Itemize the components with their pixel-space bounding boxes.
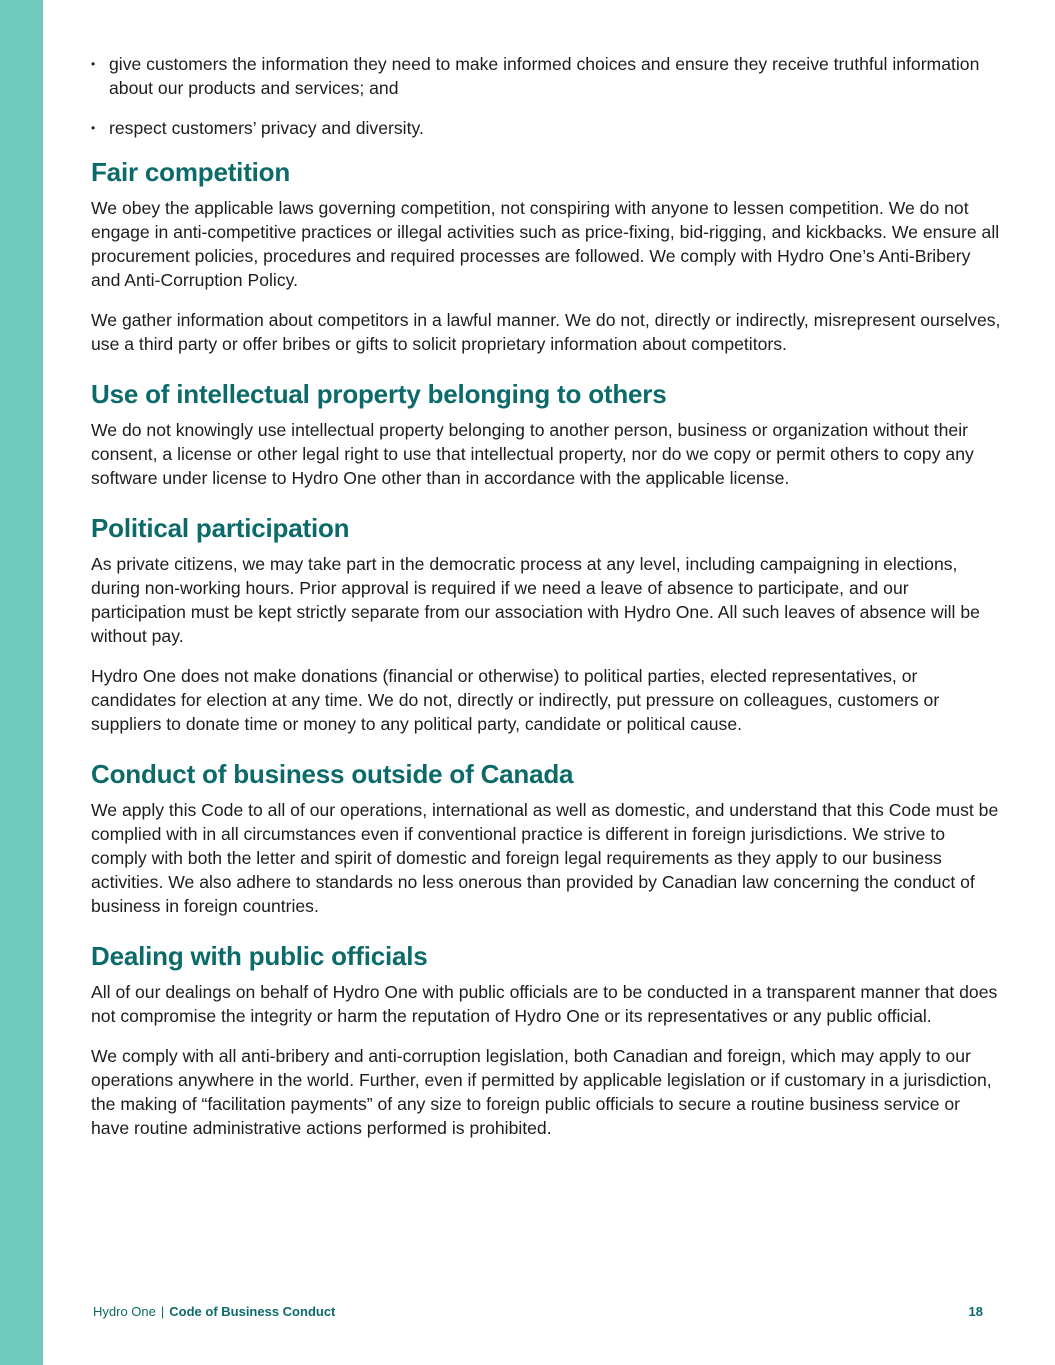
- side-accent-bar: [0, 0, 43, 1365]
- page-footer: [93, 1303, 983, 1321]
- bullet-icon: •: [91, 57, 96, 71]
- paragraph: We apply this Code to all of our operations, international as well as domestic, and understand that this Code must be complied with in all circumstances even if conventional practice is different in foreign jurisdictions. We strive to comply with both the letter and spirit of domestic and foreign legal requirements as they apply to our business activities. We also adhere to standards no less onerous than provided by Canadian law concerning the conduct of business in foreign countries.: [91, 800, 999, 916]
- footer-separator: |: [160, 1304, 165, 1319]
- paragraph: Hydro One does not make donations (financial or otherwise) to political parties, elected representatives, or candidates for election at any time. We do not, directly or indirectly, put pressure on colleagues, customers or suppliers to donate time or money to any political party, candidate or political cause.: [91, 666, 940, 734]
- paragraph: All of our dealings on behalf of Hydro One with public officials are to be conducted in a transparent manner that does not compromise the integrity or harm the reputation of Hydro One or its representatives or any public official.: [91, 982, 998, 1026]
- footer-brand: Hydro One: [93, 1304, 156, 1319]
- list-item: • give customers the information they need to make informed choices and ensure they receive truthful information about our products and services; and: [91, 54, 980, 98]
- section-heading: Use of intellectual property belonging to others: [91, 379, 667, 409]
- page-number: 18: [968, 1304, 983, 1319]
- section-heading: Conduct of business outside of Canada: [91, 759, 574, 789]
- section-intellectual-property: [91, 378, 1001, 490]
- section-outside-canada: [91, 758, 1001, 918]
- paragraph: We obey the applicable laws governing competition, not conspiring with anyone to lessen competition. We do not engage in anti-competitive practices or illegal activities such as price-fixing, bid-rigging, and kickbacks. We ensure all procurement policies, procedures and required processes are followed. We comply with Hydro One’s Anti-Bribery and Anti-Corruption Policy.: [91, 198, 1000, 290]
- list-item: • respect customers’ privacy and diversity.: [91, 118, 424, 138]
- section-heading: Fair competition: [91, 157, 291, 187]
- paragraph: We gather information about competitors in a lawful manner. We do not, directly or indirectly, misrepresent ourselves, use a third party or offer bribes or gifts to solicit proprietary information about competitors.: [91, 310, 1001, 354]
- section-fair-competition: [91, 156, 1001, 356]
- bullet-icon: •: [91, 121, 96, 135]
- paragraph: We comply with all anti-bribery and anti-corruption legislation, both Canadian and foreign, which may apply to our operations anywhere in the world. Further, even if permitted by applicable legislation or if customary in a jurisdiction, the making of “facilitation payments” of any size to foreign public officials to secure a routine business service or have routine administrative actions performed is prohibited.: [91, 1046, 992, 1138]
- page-content: [91, 52, 1001, 1162]
- paragraph: As private citizens, we may take part in the democratic process at any level, including campaigning in elections, during non-working hours. Prior approval is required if we need a leave of absence to participate, and our participation must be kept strictly separate from our association with Hydro One. All such leaves of absence will be without pay.: [91, 554, 980, 646]
- paragraph: We do not knowingly use intellectual property belonging to another person, business or organization without their consent, a license or other legal right to use that intellectual property, nor do we copy or permit others to copy any software under license to Hydro One other than in accordance with the applicable license.: [91, 420, 974, 488]
- footer-doc-title: Code of Business Conduct: [169, 1304, 336, 1319]
- section-heading: Political participation: [91, 513, 350, 543]
- section-heading: Dealing with public officials: [91, 941, 428, 971]
- section-political-participation: [91, 512, 1001, 736]
- bullet-list: [91, 52, 1001, 140]
- section-public-officials: [91, 940, 1001, 1140]
